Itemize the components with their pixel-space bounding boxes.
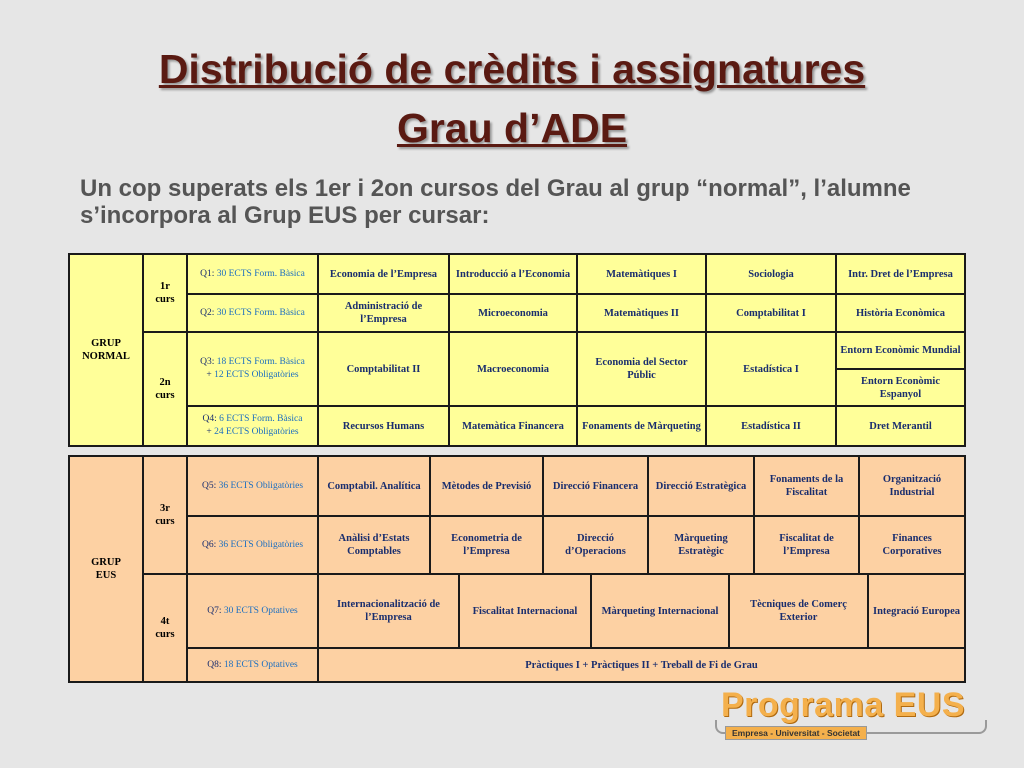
- subject-cell: Organització Industrial: [859, 456, 965, 516]
- q1-ects-cell: Q1: 30 ECTS Form. Bàsica: [187, 254, 318, 294]
- q7-subjects-row: [318, 574, 965, 648]
- subject-cell: Comptabilitat II: [318, 332, 449, 406]
- subject-cell: Intr. Dret de l’Empresa: [836, 254, 965, 294]
- subject-cell: Fonaments de Màrqueting: [577, 406, 706, 446]
- subject-cell: Matemàtiques II: [577, 294, 706, 332]
- subject-cell: Tècniques de Comerç Exterior: [730, 575, 869, 647]
- programa-eus-logo: [715, 686, 985, 740]
- subject-cell: Màrqueting Estratègic: [648, 516, 754, 574]
- subject-cell: Administració de l’Empresa: [318, 294, 449, 332]
- subject-cell: Fonaments de la Fiscalitat: [754, 456, 859, 516]
- q4-ects-cell: Q4: 6 ECTS Form. Bàsica + 24 ECTS Obligatòries: [187, 406, 318, 446]
- subject-cell: Història Econòmica: [836, 294, 965, 332]
- subject-cell: Direcció Financera: [543, 456, 648, 516]
- curs-1-label: 1r curs: [143, 254, 187, 332]
- subject-cell: Màrqueting Internacional: [592, 575, 730, 647]
- subject-cell: Recursos Humans: [318, 406, 449, 446]
- logo-name: Programa EUS: [721, 686, 966, 724]
- curs-3-label: 3r curs: [143, 456, 187, 574]
- subject-cell: Direcció Estratègica: [648, 456, 754, 516]
- grup-eus-label: GRUP EUS: [69, 456, 143, 682]
- subject-cell: Economia de l’Empresa: [318, 254, 449, 294]
- q5-ects-cell: Q5: 36 ECTS Obligatòries: [187, 456, 318, 516]
- curs-2-label: 2n curs: [143, 332, 187, 446]
- subject-cell: Internacionalització de l’Empresa: [319, 575, 460, 647]
- grup-normal-label: GRUP NORMAL: [69, 254, 143, 446]
- intro-text: Un cop superats els 1er i 2on cursos del Grau al grup “normal”, l’alumne s’incorpora al Grup EUS per cursar:: [80, 175, 911, 229]
- curs-4-label: 4t curs: [143, 574, 187, 682]
- subject-cell: Comptabilitat I: [706, 294, 836, 332]
- q3-ects-cell: Q3: 18 ECTS Form. Bàsica + 12 ECTS Obligatòries: [187, 332, 318, 406]
- q3-split-cell: [836, 332, 965, 406]
- subject-cell: Dret Merantil: [836, 406, 965, 446]
- page-title: Distribució de crèdits i assignatures: [158, 46, 866, 92]
- subject-cell: Economia del Sector Públic: [577, 332, 706, 406]
- subject-cell: Anàlisi d’Estats Comptables: [318, 516, 430, 574]
- subject-cell: Finances Corporatives: [859, 516, 965, 574]
- q8-practicum-cell: Pràctiques I + Pràctiques II + Treball de Fi de Grau: [318, 648, 965, 682]
- grup-eus-table: [68, 455, 966, 683]
- subject-cell: Introducció a l’Economia: [449, 254, 577, 294]
- subject-cell: Integració Europea: [872, 605, 960, 617]
- subject-cell: Mètodes de Previsió: [430, 456, 543, 516]
- subject-cell: Microeconomia: [449, 294, 577, 332]
- subject-cell: Sociologia: [706, 254, 836, 294]
- subject-cell: Matemàtica Financera: [449, 406, 577, 446]
- subject-cell: Macroeconomia: [449, 332, 577, 406]
- subject-cell: Entorn Econòmic Espanyol: [860, 375, 941, 400]
- q7-ects-cell: Q7: 30 ECTS Optatives: [187, 574, 318, 648]
- subject-cell: Estadística II: [706, 406, 836, 446]
- subject-cell: Entorn Econòmic Mundial: [837, 333, 964, 370]
- page-subtitle-degree: Grau d’ADE: [396, 105, 628, 151]
- logo-tagline: Empresa - Universitat - Societat: [725, 726, 867, 740]
- q8-ects-cell: Q8: 18 ECTS Optatives: [187, 648, 318, 682]
- q2-ects-cell: Q2: 30 ECTS Form. Bàsica: [187, 294, 318, 332]
- subject-cell: Direcció d’Operacions: [543, 516, 648, 574]
- subject-cell: Econometria de l’Empresa: [430, 516, 543, 574]
- subject-cell: Fiscalitat de l’Empresa: [754, 516, 859, 574]
- subject-cell: Comptabil. Analítica: [318, 456, 430, 516]
- subject-cell: Matemàtiques I: [577, 254, 706, 294]
- subject-cell: Fiscalitat Internacional: [460, 575, 592, 647]
- subject-cell: Estadística I: [706, 332, 836, 406]
- grup-normal-table: [68, 253, 966, 447]
- q6-ects-cell: Q6: 36 ECTS Obligatòries: [187, 516, 318, 574]
